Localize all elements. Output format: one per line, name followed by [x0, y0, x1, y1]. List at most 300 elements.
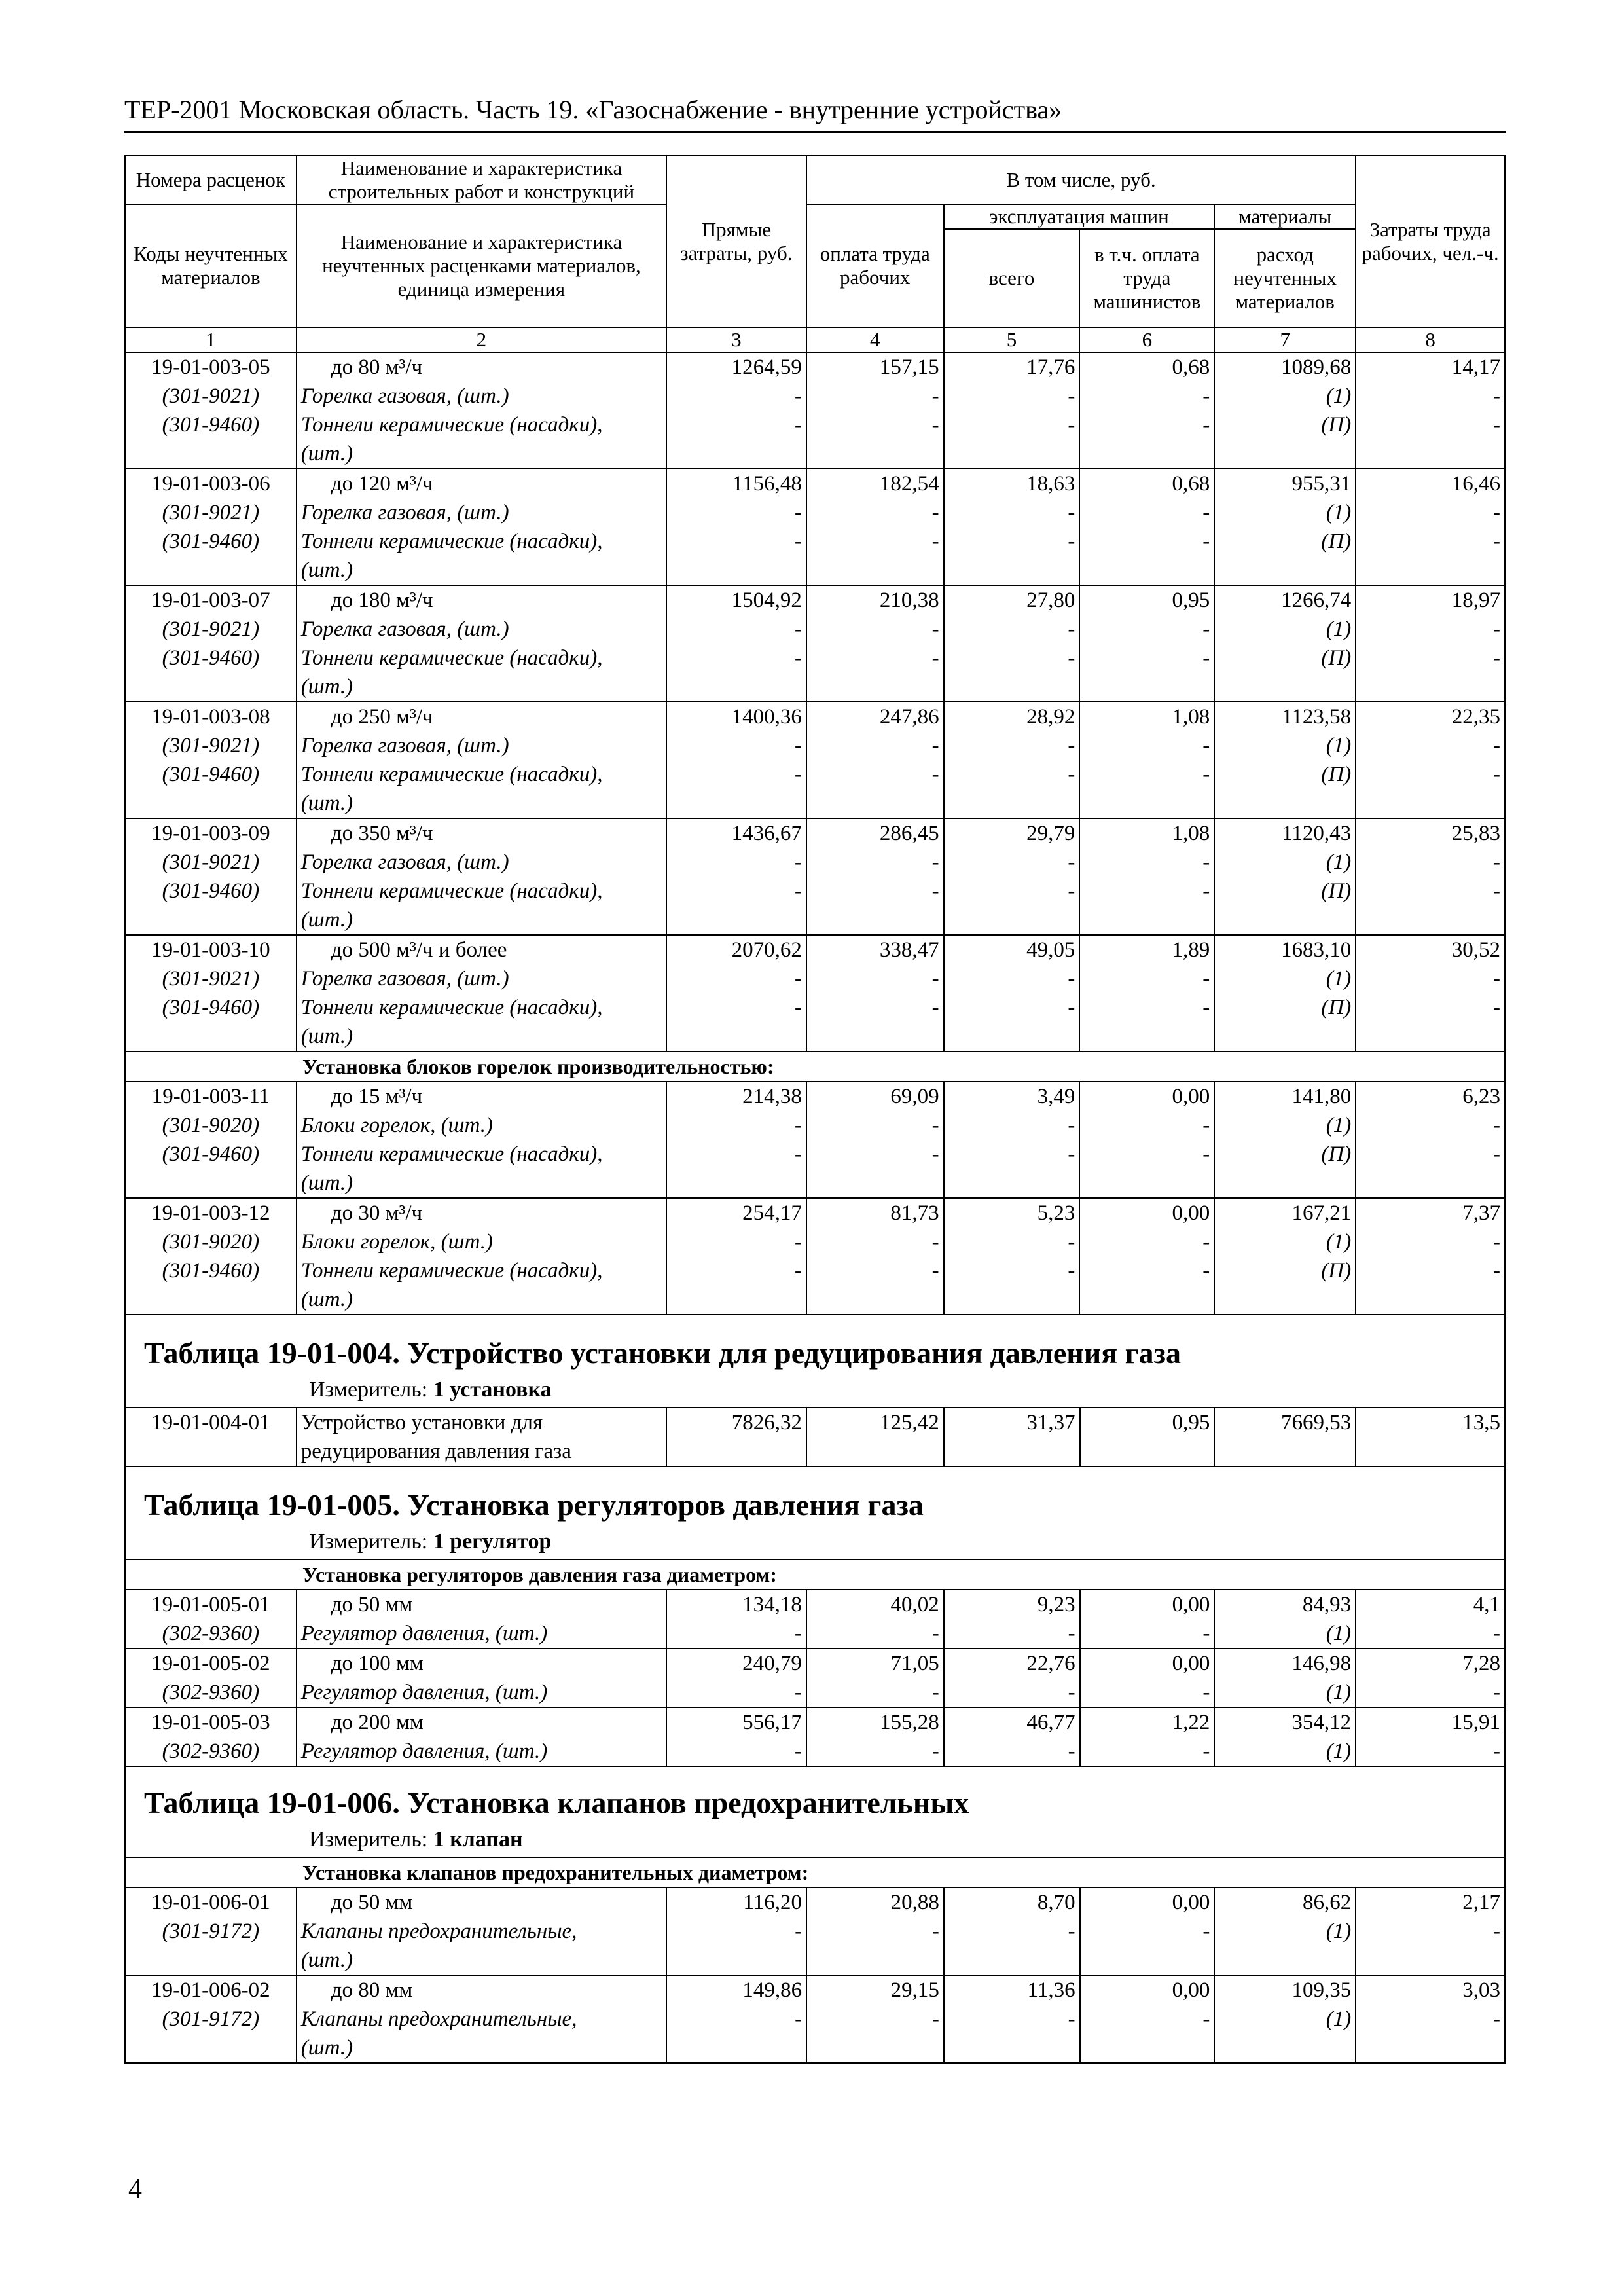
dash-cell: - — [806, 644, 944, 672]
material-row — [125, 1256, 1505, 1285]
material-qty: (1) — [1214, 1678, 1356, 1707]
rate-code: 19-01-003-11 — [125, 1082, 297, 1111]
rate-value: 247,86 — [806, 702, 944, 731]
rates-table-t006 — [124, 1857, 1506, 2064]
material-qty: (1) — [1214, 498, 1356, 527]
rate-value: 1120,43 — [1214, 818, 1356, 848]
dash-cell: - — [944, 993, 1080, 1022]
material-name: Блоки горелок, (шт.) — [297, 1228, 666, 1256]
rate-value: 11,36 — [944, 1975, 1080, 2005]
rate-code: 19-01-006-02 — [125, 1975, 297, 2005]
rate-value: 9,23 — [944, 1590, 1080, 1619]
dash-cell: - — [806, 2005, 944, 2033]
material-qty: (1) — [1214, 964, 1356, 993]
dash-cell: - — [1356, 1678, 1505, 1707]
rate-name: до 15 м³/ч — [297, 1082, 666, 1111]
dash-cell: - — [1079, 1256, 1214, 1285]
rate-name: до 250 м³/ч — [297, 702, 666, 731]
material-row-cont — [125, 556, 1505, 585]
rate-value: 0,00 — [1079, 1198, 1214, 1228]
incl-header: В том числе, руб. — [806, 156, 1356, 204]
rate-row — [125, 818, 1505, 848]
rate-value: 155,28 — [806, 1707, 944, 1737]
rate-value: 214,38 — [666, 1082, 806, 1111]
column-number: 3 — [666, 327, 806, 352]
material-code: (301-9021) — [125, 498, 297, 527]
dash-cell: - — [1356, 2005, 1505, 2033]
material-qty: (1) — [1214, 1228, 1356, 1256]
dash-cell: - — [1079, 964, 1214, 993]
rate-value: 1436,67 — [666, 818, 806, 848]
rate-value: 7826,32 — [666, 1408, 806, 1467]
rate-code: 19-01-005-01 — [125, 1590, 297, 1619]
dash-cell: - — [1080, 1678, 1215, 1707]
rate-value: 0,95 — [1079, 585, 1214, 615]
dash-cell: - — [666, 498, 806, 527]
material-row — [125, 1228, 1505, 1256]
material-row — [125, 731, 1505, 760]
dash-cell: - — [666, 848, 806, 877]
material-code: (301-9021) — [125, 615, 297, 644]
material-row-cont — [125, 1022, 1505, 1051]
running-header: ТЕР-2001 Московская область. Часть 19. «Газоснабжение - внутренние устройства» — [124, 96, 1506, 133]
dash-cell: - — [666, 615, 806, 644]
material-row-cont — [125, 1169, 1505, 1198]
rate-row — [125, 935, 1505, 964]
material-row-cont — [125, 905, 1505, 935]
rate-name: до 80 мм — [297, 1975, 667, 2005]
rate-value: 167,21 — [1214, 1198, 1356, 1228]
dash-cell: - — [944, 731, 1080, 760]
material-name: Тоннели керамические (насадки), — [297, 410, 666, 439]
dash-cell: - — [1079, 382, 1214, 410]
material-qty: (1) — [1214, 615, 1356, 644]
material-name: Горелка газовая, (шт.) — [297, 382, 666, 410]
dash-cell: - — [806, 993, 944, 1022]
dash-cell: - — [1079, 877, 1214, 905]
dash-cell: - — [666, 1256, 806, 1285]
dash-cell: - — [944, 848, 1080, 877]
dash-cell: - — [806, 382, 944, 410]
material-name: Горелка газовая, (шт.) — [297, 615, 666, 644]
rate-value: 14,17 — [1356, 352, 1505, 382]
dash-cell: - — [666, 2005, 806, 2033]
rate-row — [125, 1975, 1505, 2005]
dash-cell: - — [806, 964, 944, 993]
rate-row — [125, 1887, 1505, 1917]
col2-subheader: Наименование и характеристика неучтенных расценками материалов, единица измерения — [297, 204, 666, 327]
material-name: Блоки горелок, (шт.) — [297, 1111, 666, 1140]
material-code: (301-9460) — [125, 760, 297, 789]
material-code: (301-9460) — [125, 1140, 297, 1169]
material-name: Тоннели керамические (насадки), — [297, 527, 666, 556]
material-name: Горелка газовая, (шт.) — [297, 964, 666, 993]
dash-cell: - — [1356, 382, 1505, 410]
dash-cell: - — [944, 1678, 1080, 1707]
rate-value: 71,05 — [806, 1649, 944, 1678]
dash-cell: - — [666, 993, 806, 1022]
rate-value: 81,73 — [806, 1198, 944, 1228]
rate-value: 210,38 — [806, 585, 944, 615]
dash-cell: - — [944, 644, 1080, 672]
dash-cell: - — [806, 615, 944, 644]
column-number: 4 — [806, 327, 944, 352]
rate-name: до 30 м³/ч — [297, 1198, 666, 1228]
rate-code: 19-01-003-12 — [125, 1198, 297, 1228]
dash-cell: - — [1079, 615, 1214, 644]
column-numbers-row — [125, 327, 1505, 352]
rate-name: до 100 мм — [297, 1649, 666, 1678]
column-number: 7 — [1214, 327, 1356, 352]
rate-code: 19-01-003-07 — [125, 585, 297, 615]
dash-cell: - — [806, 410, 944, 439]
material-name: Горелка газовая, (шт.) — [297, 731, 666, 760]
rate-value: 30,52 — [1356, 935, 1505, 964]
material-name: Горелка газовая, (шт.) — [297, 498, 666, 527]
col1-header: Номера расценок — [125, 156, 297, 204]
rate-value: 0,68 — [1079, 469, 1214, 498]
material-qty: (П) — [1214, 1140, 1356, 1169]
material-qty: (1) — [1214, 1619, 1356, 1649]
material-name-cont: (шт.) — [297, 789, 666, 818]
dash-cell: - — [1356, 1256, 1505, 1285]
dash-cell: - — [944, 1140, 1080, 1169]
rate-value: 17,76 — [944, 352, 1080, 382]
dash-cell: - — [1356, 498, 1505, 527]
rate-value: 1156,48 — [666, 469, 806, 498]
rate-row — [125, 1649, 1505, 1678]
rate-value: 125,42 — [806, 1408, 944, 1467]
material-name: Тоннели керамические (насадки), — [297, 644, 666, 672]
dash-cell: - — [806, 498, 944, 527]
material-name: Клапаны предохранительные, — [297, 2005, 667, 2033]
rate-value: 28,92 — [944, 702, 1080, 731]
dash-cell: - — [1356, 410, 1505, 439]
rate-value: 955,31 — [1214, 469, 1356, 498]
dash-cell: - — [1356, 877, 1505, 905]
dash-cell: - — [944, 1111, 1080, 1140]
dash-cell: - — [806, 1111, 944, 1140]
rates-table-003 — [124, 155, 1506, 1314]
measure-value: 1 установка — [433, 1377, 552, 1402]
rate-value: 1,22 — [1080, 1707, 1215, 1737]
material-code: (302-9360) — [125, 1678, 297, 1707]
col7-header: расход неучтенных материалов — [1214, 229, 1356, 327]
dash-cell: - — [666, 877, 806, 905]
rate-value: 40,02 — [806, 1590, 944, 1619]
material-qty: (П) — [1214, 760, 1356, 789]
rate-value: 2070,62 — [666, 935, 806, 964]
dash-cell: - — [666, 731, 806, 760]
rate-row — [125, 1082, 1505, 1111]
measure-value: 1 клапан — [433, 1827, 523, 1851]
rate-code: 19-01-003-09 — [125, 818, 297, 848]
material-name: Регулятор давления, (шт.) — [297, 1678, 666, 1707]
rate-value: 141,80 — [1214, 1082, 1356, 1111]
rate-name: до 180 м³/ч — [297, 585, 666, 615]
dash-cell: - — [1079, 848, 1214, 877]
rate-row — [125, 702, 1505, 731]
rate-value: 29,15 — [806, 1975, 944, 2005]
dash-cell: - — [806, 527, 944, 556]
material-qty: (П) — [1214, 877, 1356, 905]
rates-table-004 — [124, 1407, 1506, 1467]
rate-row — [125, 585, 1505, 615]
dash-cell: - — [944, 527, 1080, 556]
material-row — [125, 1619, 1505, 1649]
rate-row — [125, 469, 1505, 498]
dash-cell: - — [1356, 1737, 1505, 1766]
rate-value: 0,95 — [1080, 1408, 1215, 1467]
material-row — [125, 1917, 1505, 1946]
material-code: (301-9020) — [125, 1228, 297, 1256]
material-row — [125, 615, 1505, 644]
column-number: 2 — [297, 327, 666, 352]
col6-header: в т.ч. оплата труда машинистов — [1079, 229, 1214, 327]
page-number: 4 — [128, 2174, 142, 2204]
rate-value: 86,62 — [1214, 1887, 1356, 1917]
rate-name: до 50 мм — [297, 1887, 667, 1917]
material-code: (301-9021) — [125, 848, 297, 877]
material-row — [125, 760, 1505, 789]
material-name: Регулятор давления, (шт.) — [297, 1737, 666, 1766]
material-name-cont: (шт.) — [297, 1169, 666, 1198]
rate-code: 19-01-004-01 — [125, 1408, 297, 1467]
material-code: (301-9172) — [125, 2005, 297, 2033]
rate-code: 19-01-003-05 — [125, 352, 297, 382]
dash-cell: - — [806, 1228, 944, 1256]
rate-value: 116,20 — [666, 1887, 806, 1917]
material-row — [125, 498, 1505, 527]
dash-cell: - — [944, 1619, 1080, 1649]
measure-line — [126, 1525, 1504, 1559]
column-number: 6 — [1079, 327, 1214, 352]
rate-value: 31,37 — [944, 1408, 1080, 1467]
material-row-cont — [125, 789, 1505, 818]
rates-table-t005 — [124, 1559, 1506, 1767]
rate-value: 1266,74 — [1214, 585, 1356, 615]
dash-cell: - — [1079, 760, 1214, 789]
col8-header: Затраты труда рабочих, чел.-ч. — [1356, 156, 1505, 327]
material-qty: (П) — [1214, 644, 1356, 672]
material-row-cont — [125, 439, 1505, 469]
section-title: Установка клапанов предохранительных диаметром: — [125, 1857, 1505, 1887]
material-code: (301-9172) — [125, 1917, 297, 1946]
rate-value: 1,89 — [1079, 935, 1214, 964]
material-row — [125, 1737, 1505, 1766]
rate-name: Устройство установки для редуцирования давления газа — [297, 1408, 666, 1467]
material-name-cont: (шт.) — [297, 556, 666, 585]
dash-cell: - — [666, 644, 806, 672]
dash-cell: - — [666, 1678, 806, 1707]
dash-cell: - — [666, 1140, 806, 1169]
rate-value: 1264,59 — [666, 352, 806, 382]
dash-cell: - — [1356, 1140, 1505, 1169]
material-qty: (1) — [1214, 1111, 1356, 1140]
material-code: (301-9020) — [125, 1111, 297, 1140]
section-title: Установка блоков горелок производительностью: — [125, 1051, 1505, 1082]
rate-value: 556,17 — [666, 1707, 806, 1737]
rate-value: 109,35 — [1214, 1975, 1356, 2005]
rate-name: до 200 мм — [297, 1707, 666, 1737]
rate-name: до 120 м³/ч — [297, 469, 666, 498]
dash-cell: - — [1356, 1619, 1505, 1649]
table-caption-block — [124, 1765, 1506, 1857]
material-name-cont: (шт.) — [297, 1285, 666, 1314]
dash-cell: - — [944, 615, 1080, 644]
dash-cell: - — [944, 498, 1080, 527]
dash-cell: - — [806, 731, 944, 760]
rate-name: до 350 м³/ч — [297, 818, 666, 848]
dash-cell: - — [1079, 1111, 1214, 1140]
dash-cell: - — [1356, 1228, 1505, 1256]
column-number: 1 — [125, 327, 297, 352]
material-name: Регулятор давления, (шт.) — [297, 1619, 666, 1649]
rate-value: 0,00 — [1080, 1590, 1215, 1619]
rate-name: до 500 м³/ч и более — [297, 935, 666, 964]
rate-value: 1683,10 — [1214, 935, 1356, 964]
dash-cell: - — [1080, 1619, 1215, 1649]
material-code: (301-9021) — [125, 382, 297, 410]
material-row — [125, 382, 1505, 410]
dash-cell: - — [806, 1917, 944, 1946]
rate-value: 1504,92 — [666, 585, 806, 615]
table-title: Таблица 19-01-004. Устройство установки для редуцирования давления газа — [144, 1336, 1182, 1370]
material-qty: (П) — [1214, 527, 1356, 556]
material-row-cont — [125, 672, 1505, 702]
rate-code: 19-01-005-02 — [125, 1649, 297, 1678]
dash-cell: - — [1356, 1111, 1505, 1140]
dash-cell: - — [1356, 760, 1505, 789]
rate-value: 1123,58 — [1214, 702, 1356, 731]
material-name-cont: (шт.) — [297, 672, 666, 702]
rate-code: 19-01-006-01 — [125, 1887, 297, 1917]
rate-value: 29,79 — [944, 818, 1080, 848]
material-name-cont: (шт.) — [297, 905, 666, 935]
material-name: Тоннели керамические (насадки), — [297, 760, 666, 789]
dash-cell: - — [666, 1737, 806, 1766]
rate-value: 2,17 — [1356, 1887, 1505, 1917]
rate-value: 6,23 — [1356, 1082, 1505, 1111]
rate-name: до 50 мм — [297, 1590, 666, 1619]
material-code: (302-9360) — [125, 1737, 297, 1766]
material-qty: (1) — [1214, 848, 1356, 877]
dash-cell: - — [1079, 644, 1214, 672]
col1-subheader: Коды неучтенных материалов — [125, 204, 297, 327]
dash-cell: - — [806, 848, 944, 877]
material-row — [125, 1678, 1505, 1707]
dash-cell: - — [666, 1111, 806, 1140]
table-title: Таблица 19-01-005. Установка регуляторов давления газа — [144, 1488, 924, 1522]
rate-value: 146,98 — [1214, 1649, 1356, 1678]
rate-value: 84,93 — [1214, 1590, 1356, 1619]
rate-name: до 80 м³/ч — [297, 352, 666, 382]
rate-value: 3,49 — [944, 1082, 1080, 1111]
table-title: Таблица 19-01-006. Установка клапанов предохранительных — [144, 1786, 969, 1819]
dash-cell: - — [944, 760, 1080, 789]
column-number: 8 — [1356, 327, 1505, 352]
material-name: Тоннели керамические (насадки), — [297, 877, 666, 905]
col5-header: всего — [944, 229, 1080, 327]
rate-value: 0,00 — [1080, 1887, 1215, 1917]
dash-cell: - — [806, 877, 944, 905]
rate-value: 25,83 — [1356, 818, 1505, 848]
materials-header: материалы — [1214, 204, 1356, 229]
dash-cell: - — [806, 760, 944, 789]
rate-value: 7669,53 — [1214, 1408, 1356, 1467]
rate-row — [125, 1590, 1505, 1619]
dash-cell: - — [666, 1228, 806, 1256]
material-row — [125, 2005, 1505, 2033]
col3-header: Прямые затраты, руб. — [666, 156, 806, 327]
dash-cell: - — [944, 410, 1080, 439]
dash-cell: - — [944, 382, 1080, 410]
dash-cell: - — [1079, 527, 1214, 556]
table-header-row — [125, 156, 1505, 204]
rate-value: 240,79 — [666, 1649, 806, 1678]
rate-value: 18,63 — [944, 469, 1080, 498]
material-code: (301-9460) — [125, 644, 297, 672]
dash-cell: - — [806, 1619, 944, 1649]
table-caption-block — [124, 1467, 1506, 1559]
rate-value: 20,88 — [806, 1887, 944, 1917]
dash-cell: - — [1356, 964, 1505, 993]
material-code: (301-9460) — [125, 410, 297, 439]
material-name: Тоннели керамические (насадки), — [297, 1256, 666, 1285]
dash-cell: - — [1080, 1737, 1215, 1766]
dash-cell: - — [944, 1917, 1080, 1946]
rate-value: 22,35 — [1356, 702, 1505, 731]
rate-value: 3,03 — [1356, 1975, 1505, 2005]
material-code: (301-9460) — [125, 1256, 297, 1285]
material-row-cont — [125, 1285, 1505, 1314]
dash-cell: - — [666, 1619, 806, 1649]
material-qty: (1) — [1214, 2005, 1356, 2033]
rate-value: 8,70 — [944, 1887, 1080, 1917]
rate-value: 182,54 — [806, 469, 944, 498]
section-title: Установка регуляторов давления газа диаметром: — [125, 1559, 1505, 1590]
rate-row — [125, 1198, 1505, 1228]
dash-cell: - — [1079, 731, 1214, 760]
section-row — [125, 1857, 1505, 1887]
material-name: Тоннели керамические (насадки), — [297, 993, 666, 1022]
rate-value: 22,76 — [944, 1649, 1080, 1678]
dash-cell: - — [944, 1228, 1080, 1256]
material-row — [125, 410, 1505, 439]
material-code: (301-9021) — [125, 731, 297, 760]
material-row — [125, 964, 1505, 993]
dash-cell: - — [1356, 615, 1505, 644]
material-qty: (1) — [1214, 731, 1356, 760]
rate-value: 1,08 — [1079, 818, 1214, 848]
rate-value: 0,68 — [1079, 352, 1214, 382]
measure-label: Измеритель: — [309, 1377, 428, 1402]
material-name-cont: (шт.) — [297, 1022, 666, 1051]
rate-row — [125, 1408, 1505, 1467]
machines-header: эксплуатация машин — [944, 204, 1215, 229]
rate-value: 13,5 — [1356, 1408, 1505, 1467]
dash-cell: - — [666, 760, 806, 789]
dash-cell: - — [666, 1917, 806, 1946]
rate-value: 134,18 — [666, 1590, 806, 1619]
measure-label: Измеритель: — [309, 1529, 428, 1554]
rate-value: 7,37 — [1356, 1198, 1505, 1228]
rate-value: 286,45 — [806, 818, 944, 848]
material-name-cont: (шт.) — [297, 1946, 667, 1975]
material-row — [125, 1140, 1505, 1169]
rate-value: 1089,68 — [1214, 352, 1356, 382]
rate-value: 15,91 — [1356, 1707, 1505, 1737]
